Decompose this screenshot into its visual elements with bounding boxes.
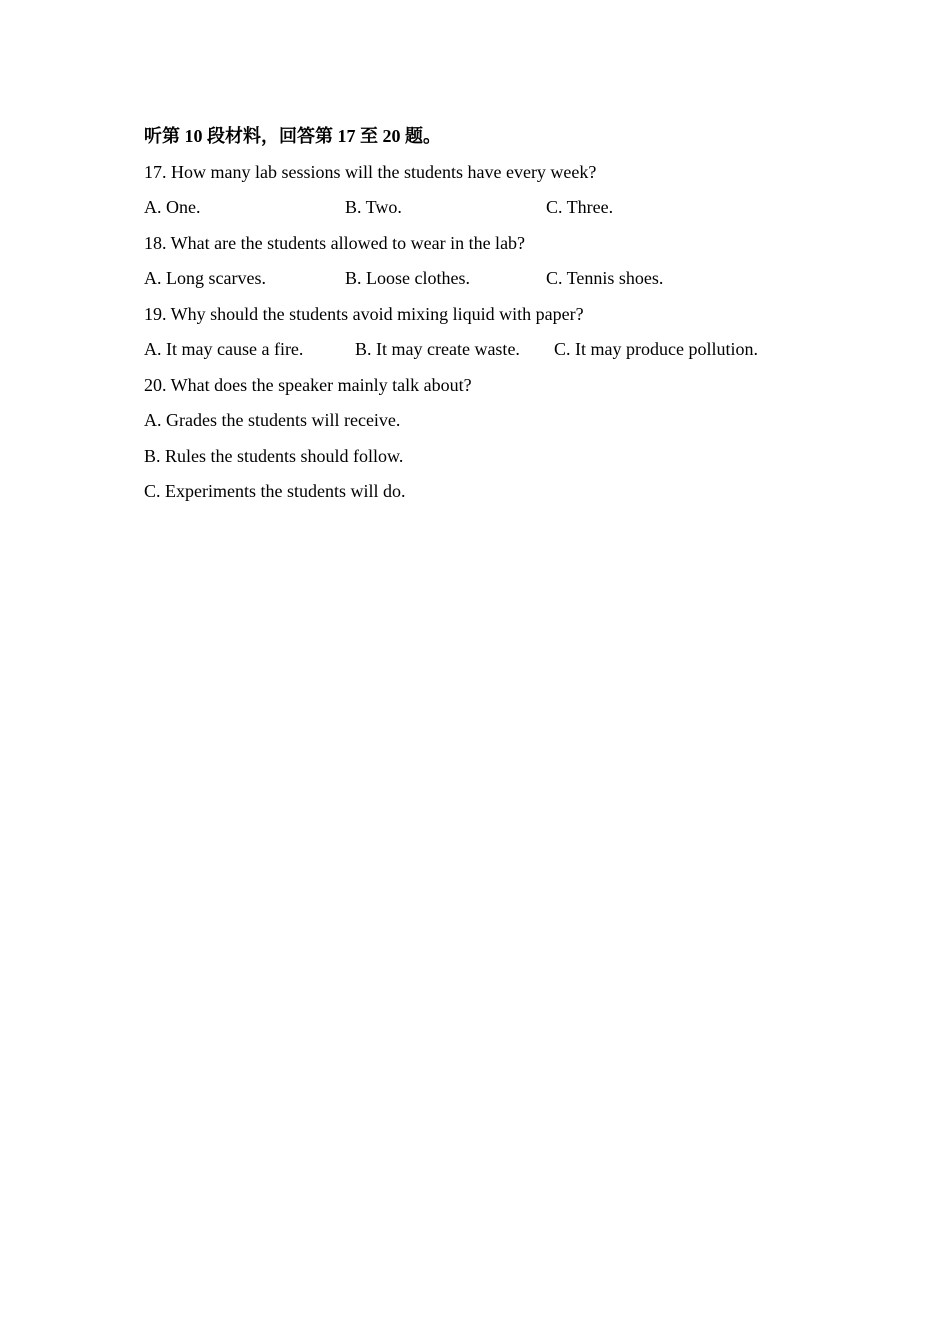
- question-17-option-b: B. Two.: [345, 197, 402, 217]
- question-17-option-a: A. One.: [144, 197, 201, 217]
- question-18-option-c: C. Tennis shoes.: [546, 268, 664, 288]
- section-heading: 听第 10 段材料，回答第 17 至 20 题。: [144, 126, 441, 146]
- question-18-option-a: A. Long scarves.: [144, 268, 266, 288]
- question-20-option-a: A. Grades the students will receive.: [144, 410, 401, 430]
- question-19-option-c: C. It may produce pollution.: [554, 339, 758, 359]
- question-19-stem: 19. Why should the students avoid mixing liquid with paper?: [144, 303, 584, 324]
- question-18-options: [144, 265, 824, 301]
- question-19-options: [144, 336, 824, 372]
- question-20-stem: 20. What does the speaker mainly talk about?: [144, 374, 472, 395]
- question-18-option-b: B. Loose clothes.: [345, 268, 470, 288]
- question-17-options: [144, 194, 824, 230]
- listening-section: [144, 123, 824, 514]
- question-19-option-a: A. It may cause a fire.: [144, 339, 304, 359]
- question-17-stem: 17. How many lab sessions will the students have every week?: [144, 161, 597, 182]
- question-17-option-c: C. Three.: [546, 197, 614, 217]
- question-20-option-c: C. Experiments the students will do.: [144, 481, 406, 501]
- question-19-option-b: B. It may create waste.: [355, 339, 520, 359]
- question-18-stem: 18. What are the students allowed to wear in the lab?: [144, 232, 526, 253]
- question-20-option-b: B. Rules the students should follow.: [144, 445, 404, 466]
